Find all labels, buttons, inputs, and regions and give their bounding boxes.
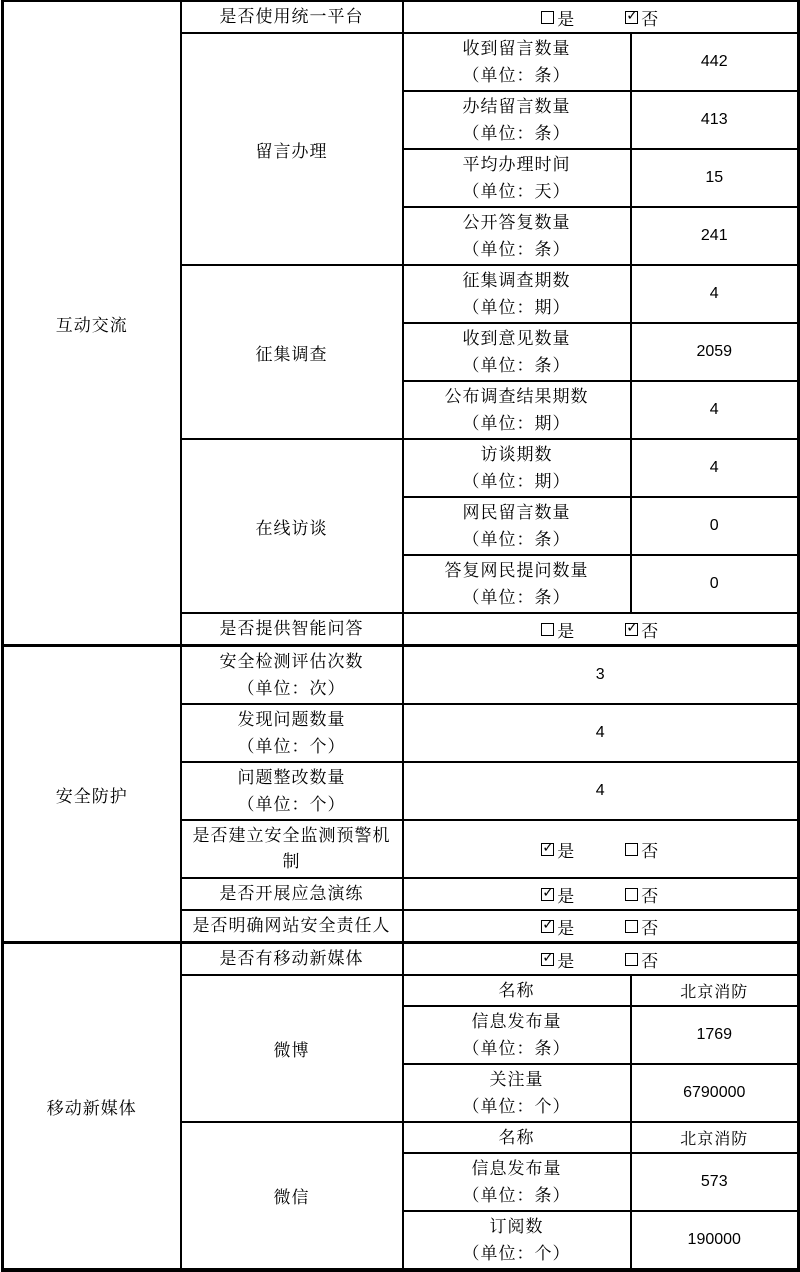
metric-unit: （单位：个）: [462, 1097, 571, 1116]
metric-value: 4: [403, 762, 799, 820]
metric-label-cell: [403, 265, 631, 323]
metric-unit: （单位：条）: [462, 588, 571, 607]
metric-value: 4: [403, 704, 799, 762]
checkbox-no-label: 否: [641, 886, 660, 906]
choice-no[interactable]: [625, 617, 659, 642]
metric-unit: （单位：天）: [462, 182, 571, 201]
choice-yes[interactable]: [541, 947, 575, 972]
checkbox-yes-icon[interactable]: [541, 953, 554, 966]
choice-no[interactable]: [625, 947, 659, 972]
metric-unit: （单位：条）: [462, 124, 571, 143]
metric-value: 413: [631, 91, 799, 149]
checkbox-no-icon[interactable]: [625, 953, 638, 966]
smart-qa-answer: [403, 613, 799, 646]
metric-value: 1769: [631, 1006, 799, 1064]
table-row: [3, 943, 799, 976]
section-label-security: 安全防护: [3, 646, 181, 943]
choice-yes[interactable]: [541, 914, 575, 939]
checkbox-yes-icon[interactable]: [541, 623, 554, 636]
metric-label-cell: [181, 762, 403, 820]
metric-value: 573: [631, 1153, 799, 1211]
metric-name: 订阅数: [489, 1217, 544, 1236]
account-name-value: 北京消防: [631, 975, 799, 1006]
metric-unit: （单位：期）: [462, 414, 571, 433]
metric-value: 3: [403, 646, 799, 705]
choice-no[interactable]: [625, 837, 659, 862]
question-unified-platform: 是否使用统一平台: [181, 1, 403, 33]
metric-label-cell: [403, 1211, 631, 1270]
metric-label-cell: [403, 1153, 631, 1211]
checkbox-no-label: 否: [641, 841, 660, 861]
choice-no[interactable]: [625, 914, 659, 939]
checkbox-no-label: 否: [641, 621, 660, 641]
group-label-weibo: 微博: [181, 975, 403, 1122]
checkbox-yes-label: 是: [557, 951, 576, 971]
choice-yes[interactable]: [541, 5, 575, 30]
metric-name: 安全检测评估次数: [219, 652, 364, 671]
emergency-drill-answer: [403, 878, 799, 910]
metric-unit: （单位：条）: [462, 66, 571, 85]
checkbox-no-icon[interactable]: [625, 843, 638, 856]
checkbox-no-icon[interactable]: [625, 920, 638, 933]
question-has-new-media: 是否有移动新媒体: [181, 943, 403, 976]
group-label-message-handling: 留言办理: [181, 33, 403, 265]
checkbox-no-label: 否: [641, 951, 660, 971]
metric-label-cell: [403, 33, 631, 91]
metric-label-cell: [403, 439, 631, 497]
metric-unit: （单位：次）: [237, 679, 346, 698]
group-label-survey: 征集调查: [181, 265, 403, 439]
metric-name: 问题整改数量: [237, 768, 346, 787]
metric-label-cell: [403, 1006, 631, 1064]
metric-value: 4: [631, 381, 799, 439]
yes-no-choice: [404, 5, 798, 30]
metric-label-cell: [403, 975, 631, 1006]
group-label-online-interview: 在线访谈: [181, 439, 403, 613]
checkbox-no-label: 否: [641, 918, 660, 938]
metric-label-cell: [403, 1064, 631, 1122]
checkbox-yes-icon[interactable]: [541, 888, 554, 901]
metric-label-cell: [403, 555, 631, 613]
checkbox-yes-label: 是: [557, 9, 576, 29]
checkbox-yes-label: 是: [557, 918, 576, 938]
metric-unit: （单位：期）: [462, 298, 571, 317]
yes-no-choice: [404, 914, 798, 939]
metric-name: 办结留言数量: [462, 97, 571, 116]
metric-label-cell: [403, 497, 631, 555]
metric-value: 0: [631, 555, 799, 613]
metric-unit: （单位：条）: [462, 530, 571, 549]
yes-no-choice: [404, 837, 798, 862]
metric-value: 2059: [631, 323, 799, 381]
metric-name: 答复网民提问数量: [444, 561, 589, 580]
checkbox-yes-icon[interactable]: [541, 920, 554, 933]
checkbox-yes-label: 是: [557, 886, 576, 906]
choice-no[interactable]: [625, 882, 659, 907]
metric-value: 6790000: [631, 1064, 799, 1122]
metric-value: 0: [631, 497, 799, 555]
metric-unit: （单位：个）: [237, 795, 346, 814]
metric-unit: （单位：个）: [237, 737, 346, 756]
metric-value: 4: [631, 439, 799, 497]
table-row: [3, 1, 799, 33]
question-security-officer: 是否明确网站安全责任人: [181, 910, 403, 943]
metric-unit: （单位：条）: [462, 356, 571, 375]
metric-name: 名称: [498, 1128, 535, 1147]
report-table-container: [1, 0, 799, 1272]
metric-name: 名称: [498, 981, 535, 1000]
metric-label-cell: [181, 704, 403, 762]
metric-value: 190000: [631, 1211, 799, 1270]
metric-label-cell: [403, 207, 631, 265]
table-row: [3, 646, 799, 705]
checkbox-no-label: 否: [641, 9, 660, 29]
has-new-media-answer: [403, 943, 799, 976]
metric-name: 关注量: [489, 1070, 544, 1089]
question-smart-qa: 是否提供智能问答: [181, 613, 403, 646]
metric-label-cell: [403, 149, 631, 207]
metric-unit: （单位：期）: [462, 472, 571, 491]
metric-name: 平均办理时间: [462, 155, 571, 174]
metric-name: 收到留言数量: [462, 39, 571, 58]
choice-yes[interactable]: [541, 882, 575, 907]
section-label-interaction: 互动交流: [3, 1, 181, 646]
warning-mechanism-answer: [403, 820, 799, 878]
metric-unit: （单位：条）: [462, 1186, 571, 1205]
checkbox-no-icon[interactable]: [625, 623, 638, 636]
metric-unit: （单位：条）: [462, 240, 571, 259]
annual-report-table: [1, 0, 800, 1272]
metric-label-cell: [181, 646, 403, 705]
metric-unit: （单位：条）: [462, 1039, 571, 1058]
checkbox-yes-icon[interactable]: [541, 843, 554, 856]
metric-name: 征集调查期数: [462, 271, 571, 290]
checkbox-no-icon[interactable]: [625, 11, 638, 24]
question-emergency-drill: 是否开展应急演练: [181, 878, 403, 910]
metric-value: 241: [631, 207, 799, 265]
metric-name: 网民留言数量: [462, 503, 571, 522]
checkbox-no-icon[interactable]: [625, 888, 638, 901]
unified-platform-answer: [403, 1, 799, 33]
metric-name: 信息发布量: [471, 1159, 562, 1178]
metric-name: 访谈期数: [480, 445, 553, 464]
metric-value: 4: [631, 265, 799, 323]
yes-no-choice: [404, 882, 798, 907]
group-label-wechat: 微信: [181, 1122, 403, 1270]
metric-value: 442: [631, 33, 799, 91]
security-officer-answer: [403, 910, 799, 943]
metric-name: 收到意见数量: [462, 329, 571, 348]
checkbox-yes-label: 是: [557, 621, 576, 641]
metric-name: 公开答复数量: [462, 213, 571, 232]
choice-yes[interactable]: [541, 617, 575, 642]
metric-value: 15: [631, 149, 799, 207]
metric-name: 公布调查结果期数: [444, 387, 589, 406]
metric-label-cell: [403, 91, 631, 149]
metric-label-cell: [403, 381, 631, 439]
checkbox-yes-icon[interactable]: [541, 11, 554, 24]
metric-label-cell: [403, 323, 631, 381]
section-label-mobile-media: 移动新媒体: [3, 943, 181, 1271]
yes-no-choice: [404, 947, 798, 972]
yes-no-choice: [404, 617, 798, 642]
question-warning-mechanism: 是否建立安全监测预警机制: [181, 820, 403, 878]
metric-name: 发现问题数量: [237, 710, 346, 729]
metric-unit: （单位：个）: [462, 1244, 571, 1263]
checkbox-yes-label: 是: [557, 841, 576, 861]
metric-label-cell: [403, 1122, 631, 1153]
choice-no[interactable]: [625, 5, 659, 30]
metric-name: 信息发布量: [471, 1012, 562, 1031]
choice-yes[interactable]: [541, 837, 575, 862]
account-name-value: 北京消防: [631, 1122, 799, 1153]
